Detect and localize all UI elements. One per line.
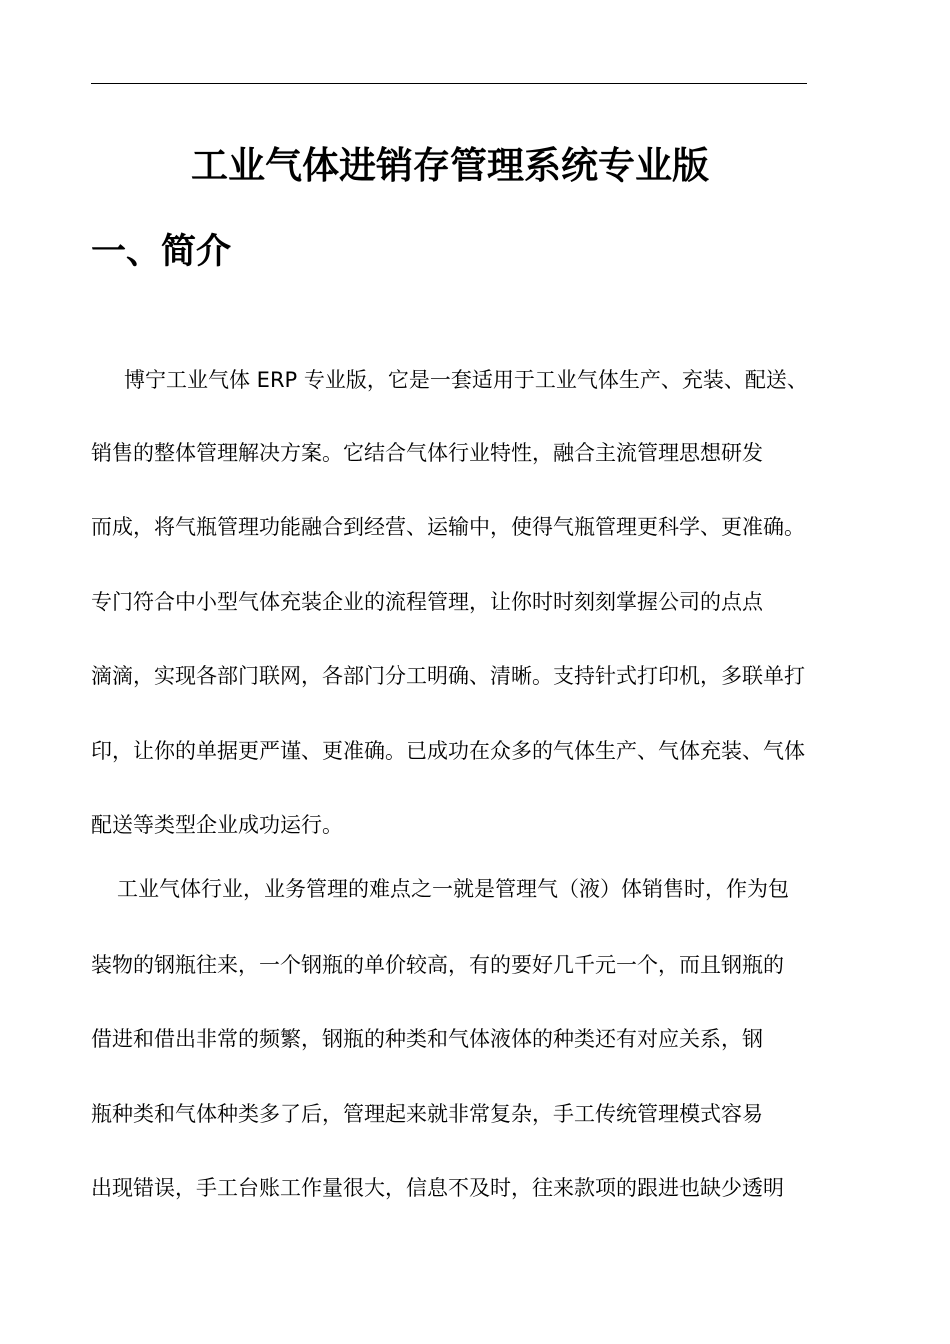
paragraph-line: 借进和借出非常的频繁，钢瓶的种类和气体液体的种类还有对应关系，钢 [91, 1027, 763, 1051]
paragraph-line: 专门符合中小型气体充装企业的流程管理，让你时时刻刻掌握公司的点点 [91, 590, 763, 614]
header-rule [91, 83, 807, 84]
section-heading-introduction: 一、简介 [91, 232, 232, 272]
paragraph-line: 装物的钢瓶往来，一个钢瓶的单价较高，有的要好几千元一个，而且钢瓶的 [91, 953, 784, 977]
paragraph-line: 博宁工业气体 ERP 专业版，它是一套适用于工业气体生产、充装、配送、 [124, 368, 808, 392]
document-title: 工业气体进销存管理系统专业版 [191, 144, 709, 187]
paragraph-line: 印，让你的单据更严谨、更准确。已成功在众多的气体生产、气体充装、气体 [91, 739, 805, 763]
paragraph-line: 销售的整体管理解决方案。它结合气体行业特性，融合主流管理思想研发 [91, 441, 763, 465]
paragraph-line: 工业气体行业，业务管理的难点之一就是管理气（液）体销售时，作为包 [117, 877, 789, 901]
paragraph-line: 而成，将气瓶管理功能融合到经营、运输中，使得气瓶管理更科学、更准确。 [91, 515, 805, 539]
paragraph-line: 出现错误，手工台账工作量很大，信息不及时，往来款项的跟进也缺少透明 [91, 1176, 784, 1200]
paragraph-line: 滴滴，实现各部门联网，各部门分工明确、清晰。支持针式打印机，多联单打 [91, 664, 805, 688]
paragraph-line: 配送等类型企业成功运行。 [91, 813, 343, 837]
paragraph-line: 瓶种类和气体种类多了后，管理起来就非常复杂，手工传统管理模式容易 [91, 1102, 763, 1126]
